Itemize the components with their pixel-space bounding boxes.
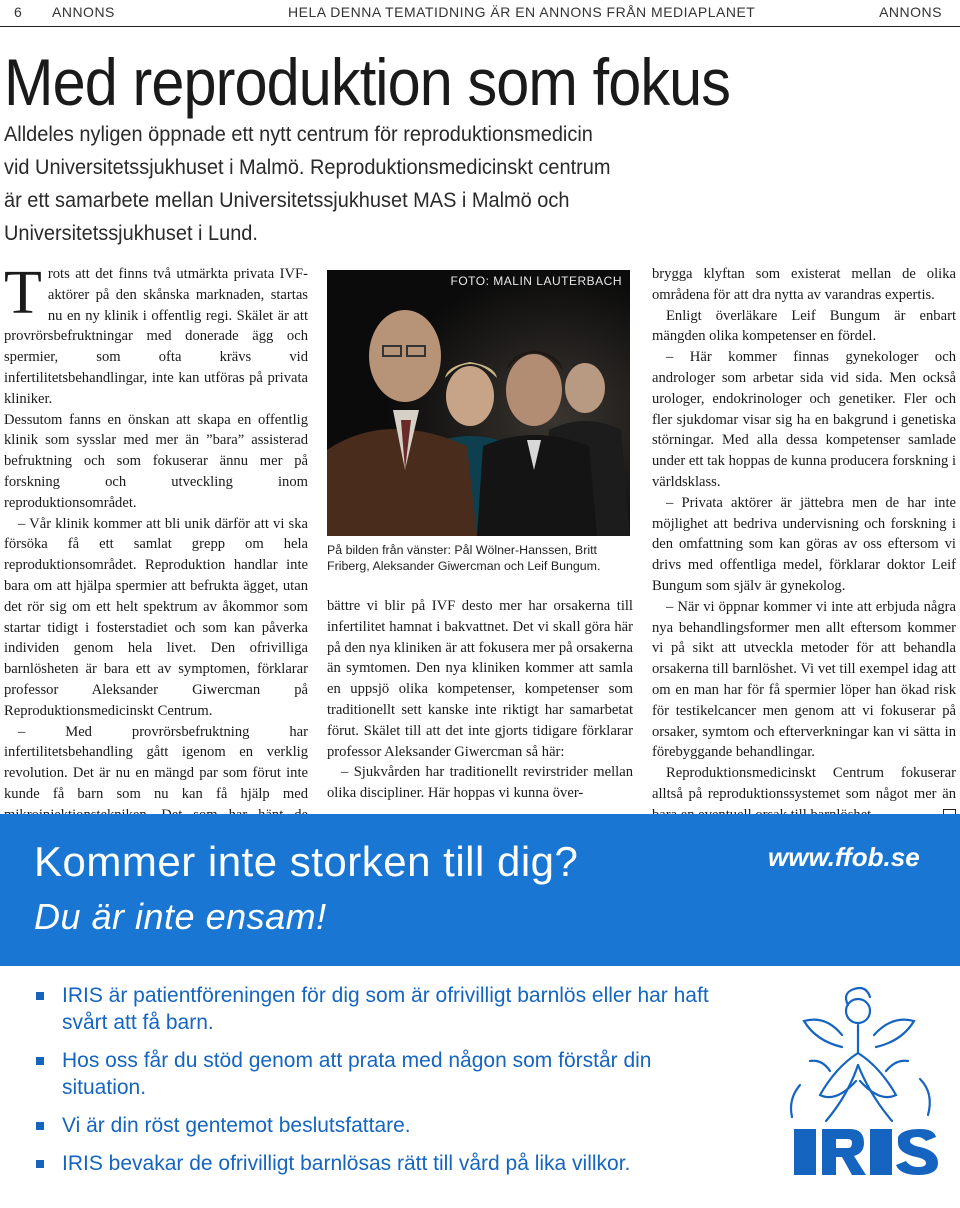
article-paragraph: Enligt överläkare Leif Bungum är enbart mängden olika kompetenser en fördel. <box>652 307 956 345</box>
iris-logo <box>730 975 960 1185</box>
section-label-right: ANNONS <box>879 4 942 20</box>
article-paragraph: Trots att det finns två utmärkta privata IVF-aktörer på den skånska marknaden, startas nu en ny klinik i offentlig regi. Skälet är att provrörsbefruktningar med donerade ägg och spermier, som ofta krävs vid infertilitetsbehandlingar, inte kan utföras på privata kliniker. <box>4 259 308 407</box>
page-header <box>0 0 960 27</box>
photo-credit: FOTO: MALIN LAUTERBACH <box>450 274 622 288</box>
group-portrait-image <box>327 270 630 536</box>
article-column-2 <box>327 596 633 804</box>
photo-caption: På bilden från vänster: Pål Wölner-Hanssen, Britt Friberg, Aleksander Giwercman och Leif Bungum. <box>327 543 601 573</box>
page-number: 6 <box>14 4 23 20</box>
article-paragraph: Reproduktionsmedicinskt Centrum fokuserar alltså på reproduktionssystemet som något mer än <box>652 763 956 825</box>
drop-cap: T <box>4 259 42 327</box>
ad-subheadline: Du är inte ensam! <box>34 896 327 937</box>
section-label-center: HELA DENNA TEMATIDNING ÄR EN ANNONS FRÅN MEDIAPLANET <box>288 4 756 20</box>
iris-flower-icon <box>791 988 930 1121</box>
list-item: Vi är din röst gentemot beslutsfattare. <box>36 1112 716 1139</box>
article-title: Med reproduktion som fokus <box>4 45 731 119</box>
ad-bullet-list <box>36 982 716 1188</box>
ad-banner <box>0 814 960 966</box>
bullet-square-icon <box>36 992 44 1000</box>
bullet-square-icon <box>36 1057 44 1065</box>
article-paragraph: bättre vi blir på IVF desto mer har orsakerna till infertilitet hamnat i bakvattnet. Det vi skall göra här på den nya kliniken är att fokusera mer på orsakerna än symtomen. Den nya kliniken kommer att samla en uppsjö olika kompetenser, kompetenser som traditionellt sett kanske inte riktigt har samarbetat förut. Skälet till att det inte gjorts tidigare förklarar professor Aleksander Giwercman så här: <box>327 598 633 760</box>
article-paragraph: – Med provrörsbefruktning har infertilitetsbehandling gått igenom en verklig revolution. Det är nu en mängd par som förut inte kunde få barn som nu kan få hjälp med <box>4 723 308 802</box>
list-item: Hos oss får du stöd genom att prata med någon som förstår din situation. <box>36 1047 716 1101</box>
bullet-square-icon <box>36 1122 44 1130</box>
list-item: IRIS bevakar de ofrivilligt barnlösas rätt till vård på lika villkor. <box>36 1150 716 1177</box>
article-column-3 <box>652 264 956 826</box>
article-paragraph: – Vår klinik kommer att bli unik därför att vi ska försöka få ett samlat grepp om hela reproduktionsområdet. Reproduktion handlar inte bara om att hjälpa spermier att befrukta ägget, utan det rör sig om ett helt spektrum av åkommor som startar tidigt i fosterstadiet och som kan påverka individen genom hela livet. Den ofrivilliga barnlösheten är bara ett av symptomen, förklarar professor Aleksander Giwercman på Reproduktionsmedicinskt Centrum. <box>4 515 308 719</box>
article-paragraph: brygga klyftan som existerat mellan de olika områdena för att dra nytta av varandras expertis. <box>652 266 956 303</box>
article-paragraph: – Privata aktörer är jättebra men de har inte möjlighet att bedriva undervisning och forskning i den omfattning som kan göras av oss eftersom vi drivs med offentliga medel, förklarar doktor Leif Bungum som själv är gynekolog. <box>652 494 956 594</box>
bullet-square-icon <box>36 1160 44 1168</box>
article-paragraph: – Sjukvården har traditionellt revirstrider mellan olika discipliner. Här hoppas vi kunna över- <box>327 764 633 802</box>
ad-headline: Kommer inte storken till dig? <box>34 838 579 885</box>
article-ingress: Alldeles nyligen öppnade ett nytt centrum för reproduktionsmedicin vid Universitetssjukhuset i Malmö. Reproduktionsmedicinskt centrum är ett samarbete mellan Universitetssjukhuset MAS i Malmö och Universitetssjukhuset i Lund. <box>4 123 611 245</box>
article-paragraph: – Här kommer finnas gynekologer och androloger som arbetar sida vid sida. Men också urologer, endokrinologer och genetiker. Fler och fler sjukdomar visar sig ha en bakgrund i genetiska störningar. Med alla dessa kompetenser samlade under ett tak hoppas de kunna producera forskning i världsklass. <box>652 349 956 490</box>
section-label-left: ANNONS <box>52 4 115 20</box>
list-item: IRIS är patientföreningen för dig som är ofrivilligt barnlös eller har haft svårt att få barn. <box>36 982 716 1036</box>
article-photo <box>327 270 630 536</box>
article-column-1 <box>4 259 308 846</box>
article-paragraph: Dessutom fanns en önskan att skapa en offentlig klinik som sysslar med mer än ”bara” assisterad befruktning och som fokuserar ännu mer på forskning och utveckling inom reproduktionsområdet. <box>4 411 308 511</box>
article-paragraph: – När vi öppnar kommer vi inte att erbjuda några nya behandlingsformer men allt eftersom kommer vi på sikt att utveckla metoder för att behandla orsakerna till barnlöshet. Vi vet till exempel idag att om en man har för få spermier löper han ökad risk för testikelcancer men genom att vi fokuserar på orsaker, symtom och efterverkningar kan vi sätta in förebyggande behandlingar. <box>652 598 956 761</box>
ad-url-link[interactable]: www.ffob.se <box>768 842 920 872</box>
